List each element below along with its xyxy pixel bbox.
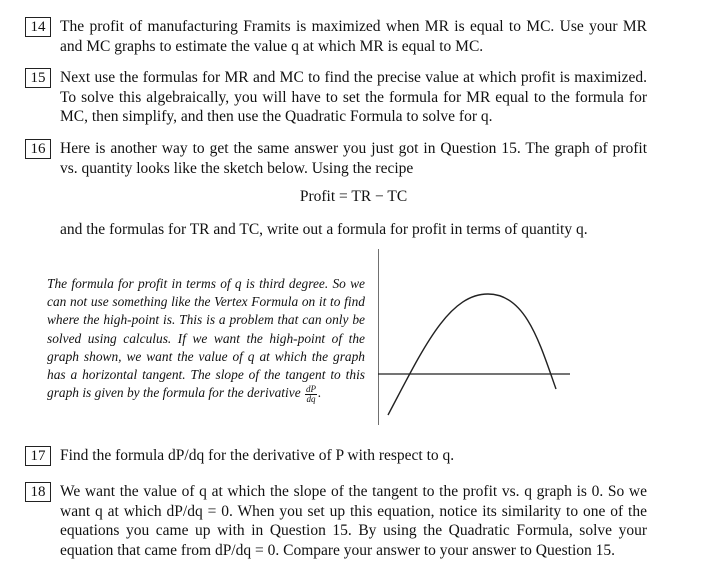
- question-text: The profit of manufacturing Framits is maximized when MR is equal to MC. Use your MR and MC graphs to estimate the value q at which MR is equal to MC.: [60, 18, 647, 55]
- fraction-numerator: dP: [306, 383, 316, 394]
- profit-formula: Profit = TR − TC: [299, 188, 408, 205]
- question-16: [25, 139, 647, 178]
- profit-curve: [388, 294, 556, 415]
- question-15: [25, 68, 647, 127]
- question-16-continued: [25, 220, 647, 240]
- question-text: Find the formula dP/dq for the derivative of P with respect to q.: [60, 447, 455, 464]
- question-text: We want the value of q at which the slope of the tangent to the profit vs. q graph is 0. So we want q at which dP/dq = 0. When you set up this equation, notice its similarity to one of the equations you came up with in Question 15. By using the Quadratic Formula, solve your equation that came from dP/dq = 0. Compare your answer to your answer to Question 15.: [60, 483, 647, 559]
- question-14: [25, 17, 647, 56]
- question-number: 15: [25, 68, 51, 88]
- profit-graph-sketch: [378, 249, 578, 429]
- question-number: 16: [25, 139, 51, 159]
- derivative-fraction: [305, 385, 317, 404]
- calculus-note: The formula for profit in terms of q is third degree. So we can not use something like the Vertex Formula on it to find where the high-point is. This is a problem that can only be solved using calculus. If we want the high-point of the graph shown, we want the value of q at which the graph has a horizontal tangent. The slope of the tangent to this graph is given by the formula for the derivative $\frac{dP}{dq}$ .: [47, 276, 365, 404]
- question-18: [25, 482, 647, 560]
- question-17: [25, 446, 647, 466]
- question-text: Here is another way to get the same answer you just got in Question 15. The graph of profit vs. quantity looks like the sketch below. Using the recipe: [60, 140, 647, 177]
- question-text: and the formulas for TR and TC, write out a formula for profit in terms of quantity q.: [60, 221, 588, 238]
- question-number: 17: [25, 446, 51, 466]
- question-text: Next use the formulas for MR and MC to find the precise value at which profit is maximized. To solve this algebraically, you will have to set the formula for MR equal to the formula for MC, then simplify, and then use the Quadratic Formula to solve for q.: [60, 69, 647, 126]
- note-text: The formula for profit in terms of q is third degree. So we can not use something like the Vertex Formula on it to find where the high-point is. This is a problem that can only be solved using calculus. If we want the high-point of the graph shown, we want the value of q at which the graph has a horizontal tangent. The slope of the tangent to this graph is given by the formula for the derivative: [47, 276, 365, 401]
- question-number: 14: [25, 17, 51, 37]
- question-number: 18: [25, 482, 51, 502]
- fraction-denominator: dq: [306, 393, 316, 404]
